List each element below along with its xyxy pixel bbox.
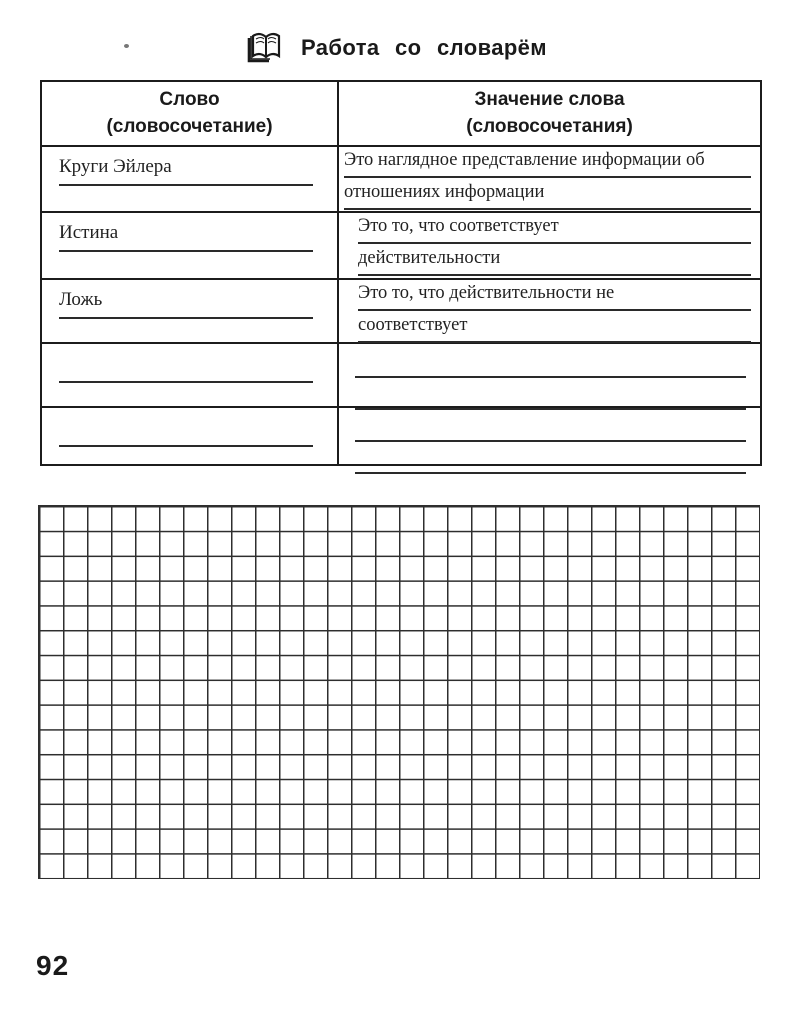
table-header-row bbox=[42, 82, 760, 145]
term-field bbox=[59, 417, 313, 447]
column-header-definition bbox=[339, 82, 760, 145]
column-header-definition-line1: Значение слова bbox=[474, 88, 625, 110]
term-cell bbox=[42, 147, 339, 211]
definition-line-1: Это наглядное представление информации об bbox=[344, 150, 751, 178]
page-number: 92 bbox=[36, 950, 70, 981]
definition-line-1 bbox=[355, 350, 746, 378]
definition-cell bbox=[339, 280, 760, 342]
term-field bbox=[59, 353, 313, 383]
definition-line-2: соответствует bbox=[358, 315, 751, 343]
scan-speck bbox=[124, 44, 129, 48]
table-row bbox=[42, 406, 760, 464]
open-book-icon bbox=[244, 30, 288, 66]
definition-line-1 bbox=[355, 414, 746, 442]
term-field: Ложь bbox=[59, 289, 313, 319]
definition-line-2: отношениях информации bbox=[344, 182, 751, 210]
term-field: Круги Эйлера bbox=[59, 156, 313, 186]
term-cell bbox=[42, 408, 339, 464]
column-header-term bbox=[42, 82, 339, 145]
definition-line-2 bbox=[355, 446, 746, 474]
page-title: Работа со словарём bbox=[301, 35, 547, 60]
definition-line-2 bbox=[355, 382, 746, 410]
table-row bbox=[42, 278, 760, 342]
page-header bbox=[244, 30, 547, 66]
term-cell bbox=[42, 213, 339, 278]
definition-cell bbox=[339, 147, 760, 211]
table-row bbox=[42, 211, 760, 278]
squared-notebook-grid bbox=[38, 505, 760, 879]
column-header-term-line2: (словосочетание) bbox=[106, 115, 273, 137]
definition-line-2: действительности bbox=[358, 248, 751, 276]
definition-cell bbox=[339, 408, 760, 464]
vocabulary-table bbox=[40, 80, 762, 466]
definition-cell bbox=[339, 344, 760, 406]
table-row bbox=[42, 342, 760, 406]
definition-line-1: Это то, что действительности не bbox=[358, 283, 751, 311]
column-header-term-line1: Слово bbox=[159, 88, 220, 110]
term-cell bbox=[42, 280, 339, 342]
term-cell bbox=[42, 344, 339, 406]
table-row bbox=[42, 145, 760, 211]
definition-cell bbox=[339, 213, 760, 278]
term-field: Истина bbox=[59, 222, 313, 252]
column-header-definition-line2: (словосочетания) bbox=[466, 115, 633, 137]
definition-line-1: Это то, что соответствует bbox=[358, 216, 751, 244]
